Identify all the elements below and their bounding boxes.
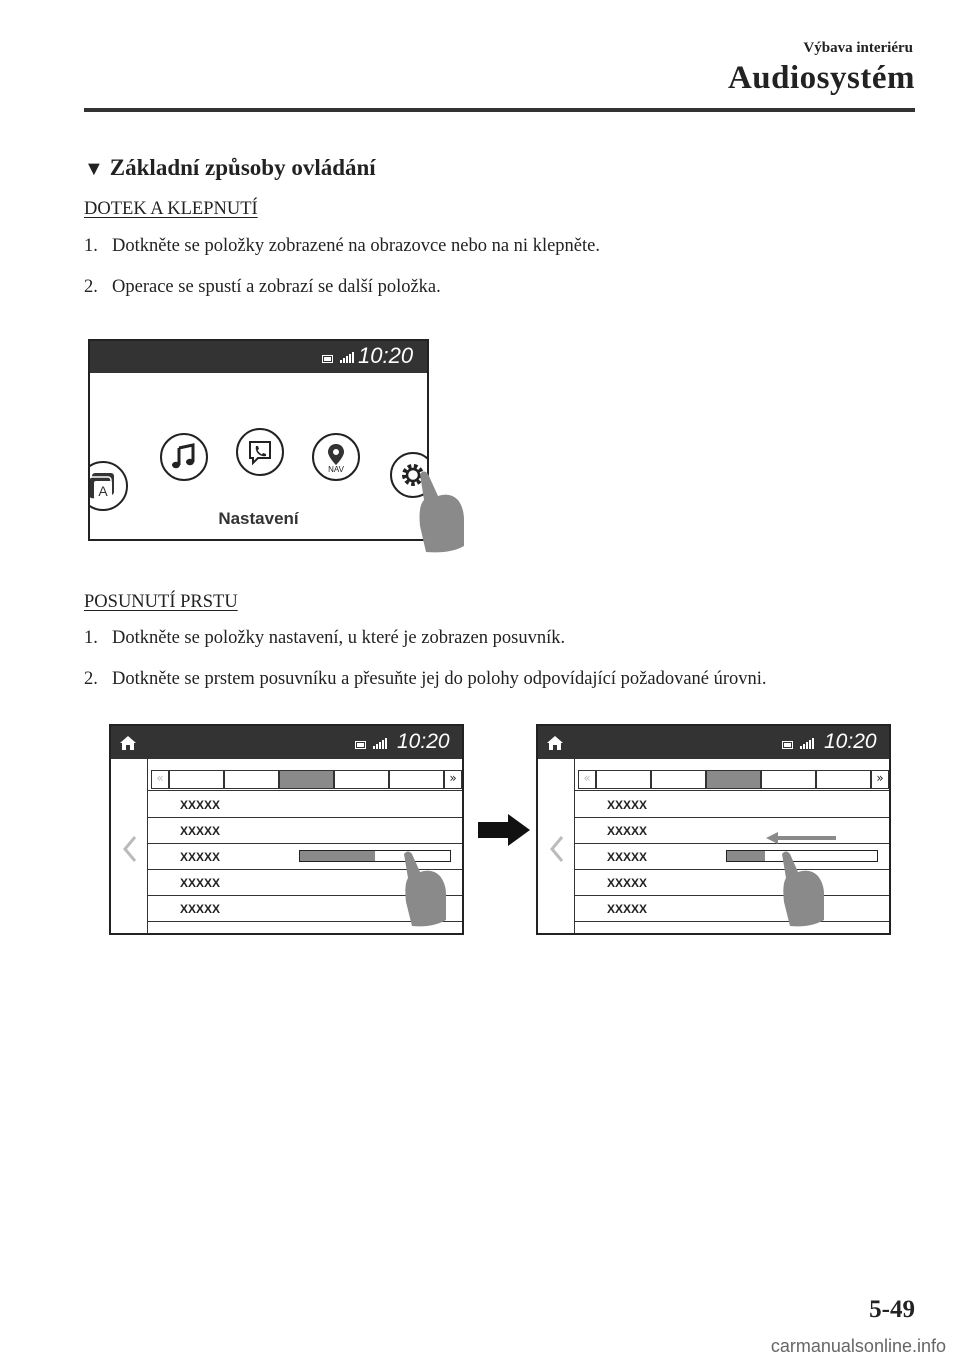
swipe-heading: POSUNUTÍ PRSTU — [84, 592, 238, 612]
touch-step-2: 2. Operace se spustí a zobrazí se další položka. — [84, 277, 441, 297]
back-arrow-icon[interactable] — [550, 835, 564, 863]
phone-icon[interactable] — [236, 428, 284, 476]
svg-text:A: A — [98, 483, 108, 499]
chapter-subtitle: Výbava interiéru — [803, 40, 913, 56]
signal-icon — [340, 352, 354, 363]
list-item[interactable]: XXXXX — [147, 895, 462, 922]
home-icon[interactable] — [119, 735, 137, 751]
finger-pointer-icon — [410, 466, 470, 556]
tab-2[interactable] — [224, 770, 279, 789]
clock: 10:20 — [358, 343, 414, 368]
tab-5[interactable] — [816, 770, 871, 789]
list-item[interactable]: XXXXX — [574, 895, 889, 922]
finger-pointer-icon — [398, 848, 454, 928]
tab-1[interactable] — [596, 770, 651, 789]
left-column — [111, 759, 148, 933]
tab-1[interactable] — [169, 770, 224, 789]
music-icon[interactable] — [160, 433, 208, 481]
status-bar — [538, 726, 889, 759]
left-column — [538, 759, 575, 933]
finger-pointer-icon — [776, 848, 832, 928]
list-item[interactable]: XXXXX — [574, 790, 889, 818]
list-item[interactable]: XXXXX — [147, 869, 462, 896]
touch-heading: DOTEK A KLEPNUTÍ — [84, 199, 258, 219]
navigation-icon[interactable] — [312, 433, 360, 481]
list-item[interactable]: XXXXX — [574, 817, 889, 844]
touch-step-1: 1. Dotkněte se položky zobrazené na obrazovce nebo na ni klepněte. — [84, 236, 600, 256]
home-screen-illustration — [88, 339, 429, 541]
tab-4[interactable] — [761, 770, 816, 789]
entertainment-icon[interactable] — [88, 461, 128, 511]
triangle-marker-icon: ▼ — [84, 158, 104, 180]
tab-2[interactable] — [651, 770, 706, 789]
tab-4[interactable] — [334, 770, 389, 789]
battery-icon — [782, 741, 793, 749]
watermark: carmanualsonline.info — [770, 1336, 946, 1356]
list-item[interactable]: XXXXX — [147, 817, 462, 844]
list-item[interactable]: XXXXX — [147, 843, 462, 870]
home-icon[interactable] — [546, 735, 564, 751]
section-title — [84, 155, 376, 181]
swipe-step-1: 1. Dotkněte se položky nastavení, u které je zobrazen posuvník. — [84, 628, 566, 648]
status-bar — [90, 341, 427, 373]
signal-icon — [800, 738, 814, 749]
clock: 10:20 — [397, 730, 450, 753]
right-arrow-icon — [476, 812, 532, 848]
list-item[interactable]: XXXXX — [574, 869, 889, 896]
svg-text:NAV: NAV — [328, 465, 344, 473]
page-number: 5-49 — [869, 1296, 915, 1323]
tab-scroll-right-icon[interactable]: » — [444, 770, 462, 789]
signal-icon — [373, 738, 387, 749]
chapter-title: Audiosystém — [727, 60, 915, 96]
settings-label: Nastavení — [218, 509, 299, 528]
section-title-text: Základní způsoby ovládání — [109, 155, 376, 180]
status-bar — [111, 726, 462, 759]
clock: 10:20 — [824, 730, 877, 753]
tab-3-selected[interactable] — [706, 770, 761, 789]
battery-icon — [355, 741, 366, 749]
tab-scroll-left-icon[interactable]: « — [151, 770, 169, 789]
slider-screen-after — [536, 724, 891, 935]
tab-5[interactable] — [389, 770, 444, 789]
list-item[interactable]: XXXXX — [147, 790, 462, 818]
swipe-step-2: 2. Dotkněte se prstem posuvníku a přesuňte jej do polohy odpovídající požadované úrovni. — [84, 669, 767, 689]
header-rule — [84, 108, 915, 112]
tab-scroll-right-icon[interactable]: » — [871, 770, 889, 789]
back-arrow-icon[interactable] — [123, 835, 137, 863]
list-item[interactable]: XXXXX — [574, 843, 889, 870]
battery-icon — [322, 355, 333, 363]
tab-3-selected[interactable] — [279, 770, 334, 789]
tab-scroll-left-icon[interactable]: « — [578, 770, 596, 789]
